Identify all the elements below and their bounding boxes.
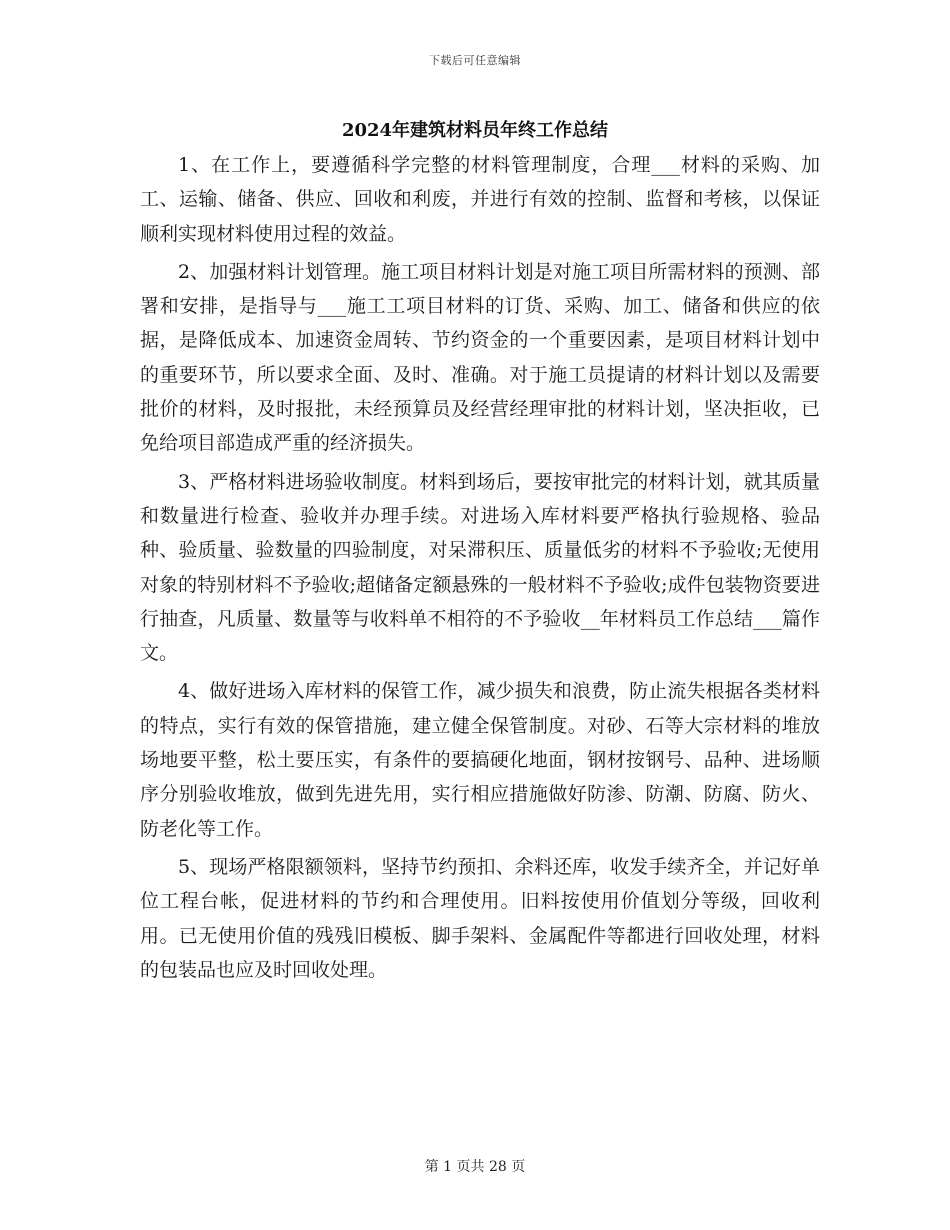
page-header-note: 下载后可任意编辑 [429,54,521,67]
paragraph-4: 4、做好进场入库材料的保管工作，减少损失和浪费，防止流失根据各类材料的特点，实行有效的保管措施，建立健全保管制度。对砂、石等大宗材料的堆放场地要平整，松土要压实，有条件的要搞硬化地面，钢材按钢号、品种、进场顺序分别验收堆放，做到先进先用，实行相应措施做好防渗、防潮、防腐、防火、防老化等工作。 [140,680,820,840]
page-number: 第 1 页共 28 页 [424,1159,526,1175]
paragraph-2: 2、加强材料计划管理。施工项目材料计划是对施工项目所需材料的预测、部署和安排，是指导与___施工工项目材料的订货、采购、加工、储备和供应的依据，是降低成本、加速资金周转、节约资金的一个重要因素，是项目材料计划中的重要环节，所以要求全面、及时、准确。对于施工员提请的材料计划以及需要批价的材料，及时报批，未经预算员及经营经理审批的材料计划，坚决拒收，已免给项目部造成严重的经济损失。 [140,260,820,455]
document-title: 2024年建筑材料员年终工作总结 [341,120,609,141]
paragraph-5: 5、现场严格限额领料，坚持节约预扣、余料还库，收发手续齐全，并记好单位工程台帐，促进材料的节约和合理使用。旧料按使用价值划分等级，回收利用。已无使用价值的残残旧模板、脚手架料、金属配件等都进行回收处理，材料的包装品也应及时回收处理。 [140,855,820,981]
paragraph-1: 1、在工作上，要遵循科学完整的材料管理制度，合理___材料的采购、加工、运输、储备、供应、回收和利废，并进行有效的控制、监督和考核，以保证顺利实现材料使用过程的效益。 [140,154,820,245]
paragraph-3: 3、严格材料进场验收制度。材料到场后，要按审批完的材料计划，就其质量和数量进行检查、验收并办理手续。对进场入库材料要严格执行验规格、验品种、验质量、验数量的四验制度，对呆滞积压、质量低劣的材料不予验收;无使用对象的特别材料不予验收;超储备定额悬殊的一般材料不予验收;成件包装物资要进行抽查，凡质量、数量等与收料单不相符的不予验收__年材料员工作总结___篇作文。 [140,470,820,665]
document-body [140,148,820,991]
